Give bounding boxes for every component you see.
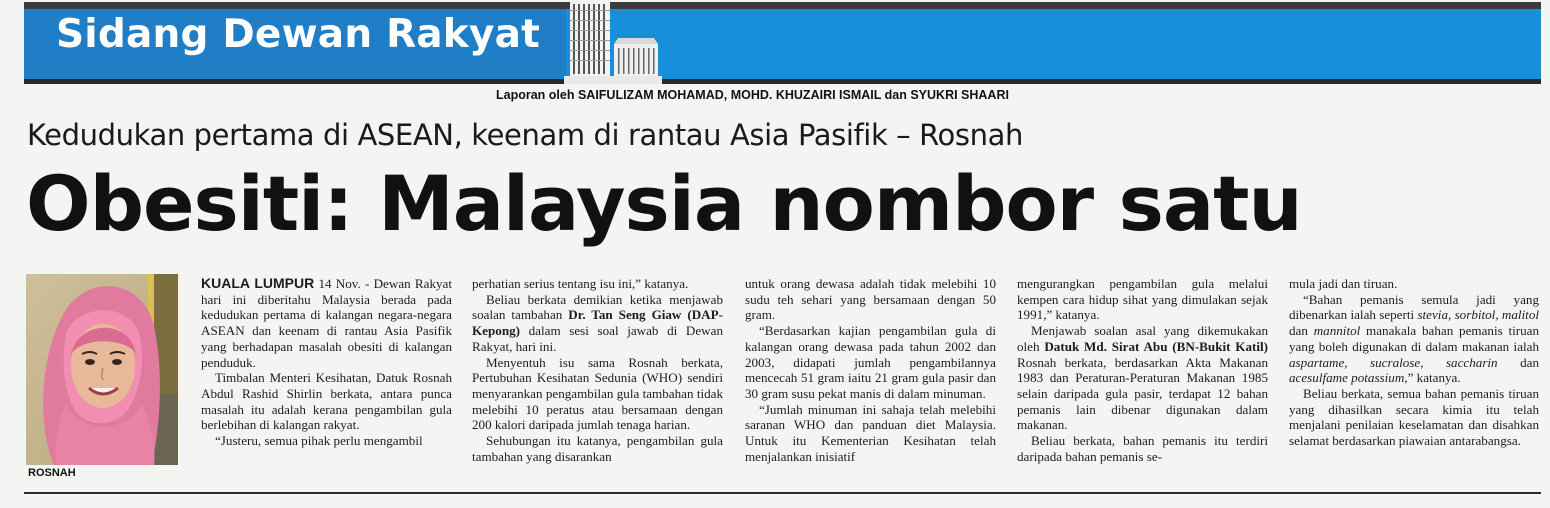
article-paragraph: Menyentuh isu sama Rosnah berkata, Pertubuhan Kesihatan Sedunia (WHO) sendiri menyarankan pengambilan gula tambahan tidak melebihi 10 peratus atau bersamaan dengan 200 kalori daripada jumlah tenaga harian. [472,354,723,433]
article-paragraph: Sehubungan itu katanya, pengambilan gula tambahan yang disarankan [472,433,723,464]
article-column-1 [201,276,452,449]
dateline: KUALA LUMPUR [201,275,315,291]
article-paragraph: Beliau berkata, semua bahan pemanis tiruan yang dihasilkan secara kimia itu telah menjalani penilaian keselamatan dan disahkan selamat berdasarkan piawaian antarabangsa. [1289,385,1539,449]
parliament-building-icon [562,0,662,84]
article-paragraph: Menjawab soalan asal yang dikemukakan oleh Datuk Md. Sirat Abu (BN-Bukit Katil) Rosnah berkata, berdasarkan Akta Makanan 1983 dan Peraturan-Peraturan Makanan 1985 selain daripada gula pasir, terdapat 12 bahan pemanis lain dibenar digunakan dalam makanan. [1017,323,1268,433]
article-paragraph: mengurangkan pengambilan gula melalui kempen cara hidup sihat yang dimulakan sejak 1991,” katanya. [1017,276,1268,323]
article-paragraph: “Berdasarkan kajian pengambilan gula di kalangan orang dewasa pada tahun 2002 dan 2003, didapati jumlah pengambilannya mencecah 51 gram iaitu 21 gram gula pasir dan 30 gram susu pekat manis di dalam minuman. [745,323,996,401]
mp-name: Datuk Md. Sirat Abu (BN-Bukit Katil) [1044,338,1268,354]
article-paragraph: Beliau berkata, bahan pemanis itu terdiri daripada bahan pemanis se- [1017,433,1268,464]
article-paragraph: Timbalan Menteri Kesihatan, Datuk Rosnah Abdul Rashid Shirlin berkata, antara punca masalah itu adalah kerana pengambilan gula berlebihan di kalangan rakyat. [201,370,452,433]
article-paragraph: “Jumlah minuman ini sahaja telah melebihi saranan WHO dan panduan diet Malaysia. Untuk itu Kementerian Kesihatan telah menjalankan inisiatif [745,401,996,464]
subheadline: Kedudukan pertama di ASEAN, keenam di rantau Asia Pasifik – Rosnah [27,118,1023,152]
banner-top-rule [24,2,1541,9]
article-column-3 [745,276,996,464]
portrait-photo [26,274,178,465]
article-paragraph: “Bahan pemanis semula jadi yang dibenarkan ialah seperti stevia, sorbitol, malitol dan mannitol manakala bahan pemanis tiruan yang boleh digunakan di dalam makanan ialah aspartame, sucralose, saccharin dan acesulfame potassium,” katanya. [1289,291,1540,386]
article-paragraph: perhatian serius tentang isu ini,” katanya. [472,276,689,291]
article-paragraph: “Justeru, semua pihak perlu mengambil [215,433,423,449]
article-paragraph: untuk orang dewasa adalah tidak melebihi 10 sudu teh sehari yang bersamaan dengan 50 gram. [745,276,996,323]
article-column-4 [1017,276,1268,464]
article-paragraph: Beliau berkata demikian ketika menjawab soalan tambahan Dr. Tan Seng Giaw (DAP-Kepong) dalam sesi soal jawab di Dewan Rakyat, hari ini. [472,291,723,354]
bottom-rule [24,492,1541,494]
headline: Obesiti: Malaysia nombor satu [26,159,1302,248]
mp-name: Dr. Tan Seng Giaw (DAP-Kepong) [472,307,723,339]
photo-caption: ROSNAH [28,467,76,479]
article-paragraph: KUALA LUMPUR 14 Nov. - Dewan Rakyat hari ini diberitahu Malaysia berada pada kedudukan pertama di kalangan negara-negara ASEAN dan keenam di rantau Asia Pasifik yang berhadapan masalah obesiti di kalangan penduduk. [201,275,453,370]
section-title: Sidang Dewan Rakyat [56,12,540,57]
article-paragraph: mula jadi dan tiruan. [1289,276,1398,291]
article-column-5 [1289,276,1539,449]
portrait-illustration [26,274,178,465]
byline: Laporan oleh SAIFULIZAM MOHAMAD, MOHD. KHUZAIRI ISMAIL dan SYUKRI SHAARI [496,88,1009,102]
article-column-2 [472,276,723,464]
banner-bottom-rule [24,79,1541,84]
